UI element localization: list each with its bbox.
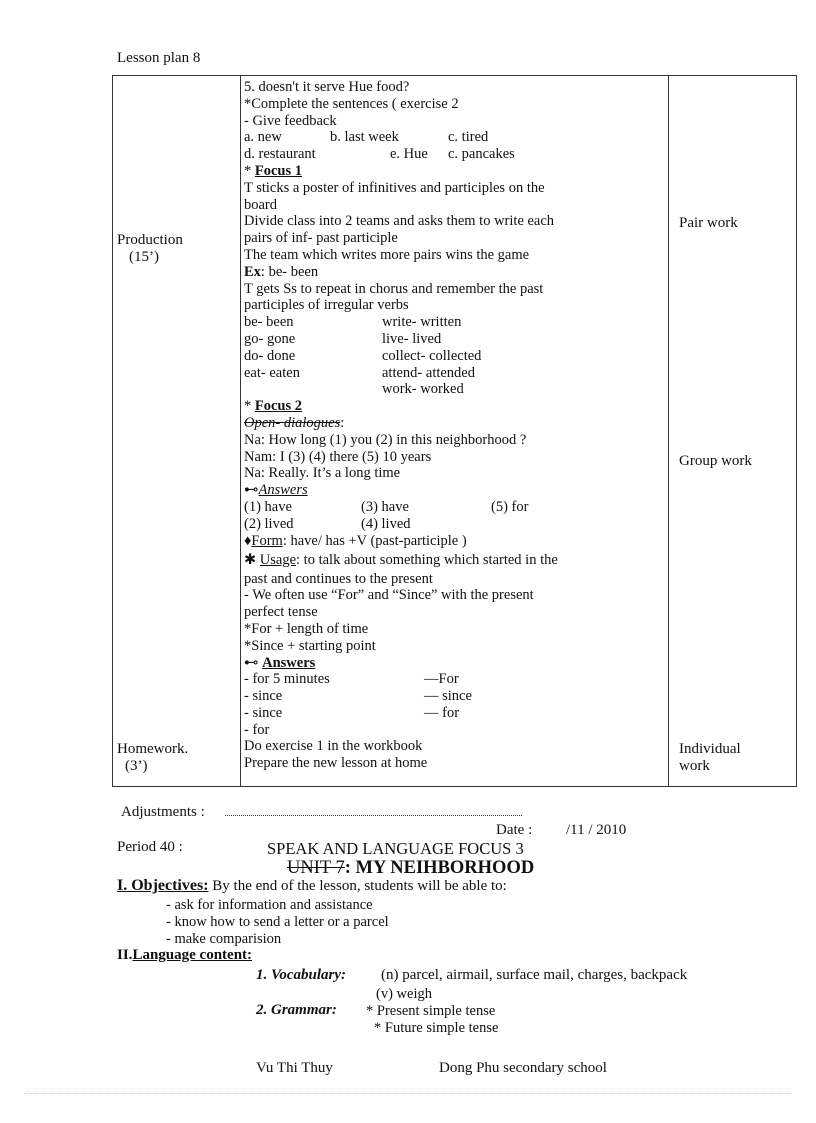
verb-pair-row [244,331,664,348]
key-icon: ⊷ [244,654,259,671]
open-dialogues-label: Open- dialogues [244,414,341,431]
content-line: pairs of inf- past participle [244,230,398,247]
answer-row [244,705,664,722]
answer: - since [244,704,283,721]
usage-label: Usage [259,551,297,568]
answer-row [244,671,664,688]
grammar-label: 2. Grammar: [256,1002,337,1018]
content-line: *For + length of time [244,620,369,637]
answer-row [244,146,664,163]
page-bottom-rule [24,1093,792,1094]
vocabulary-label: 1. Vocabulary: [256,967,346,983]
answers-label: Answers [258,482,308,499]
stage-production-time: (15’) [129,249,159,265]
homework-line: Prepare the new lesson at home [244,755,428,772]
answer-row [244,722,664,739]
objective-item: - make comparision [166,931,282,947]
mode-individual-work: work [679,758,710,774]
adjustments-label: Adjustments : [121,804,205,820]
verb-pair: live- lived [382,330,442,347]
content-line: perfect tense [244,604,318,621]
content-line: - Give feedback [244,112,337,129]
example-line [244,264,664,281]
unit-heading [287,858,534,879]
dialogue-line: Na: Really. It’s a long time [244,465,401,482]
grammar-line: * Future simple tense [374,1020,499,1036]
vocabulary-line: (v) weigh [376,986,432,1002]
section-number: II. [117,947,133,963]
example-text: : be- been [260,263,319,280]
verb-pair: be- been [244,314,294,331]
bullet: * [244,398,255,415]
answer: e. Hue [390,146,428,163]
usage-text: : to talk about something which started in the [296,551,558,568]
stage-homework: Homework. [117,741,189,757]
content-line: Divide class into 2 teams and asks them to write each [244,213,555,230]
usage-line [244,552,664,571]
answer: (4) lived [361,515,411,532]
period-title: SPEAK AND LANGUAGE FOCUS 3 [267,839,524,858]
focus-1-label: Focus 1 [254,162,302,179]
verb-pair: write- written [382,314,462,331]
answer: - since [244,688,283,705]
answer: d. restaurant [244,146,316,163]
answer-row [244,499,664,516]
stage-homework-time: (3’) [125,758,148,774]
verb-pair-row [244,365,664,382]
example-label: Ex [244,263,261,280]
content-line: - We often use “For” and “Since” with the present [244,587,534,604]
answer: (2) lived [244,515,294,532]
verb-pair: work- worked [382,381,464,398]
date-label: Date : [496,822,533,838]
verb-pair-row [244,314,664,331]
content-line: participles of irregular verbs [244,297,409,314]
key-icon: ⊷ [244,482,259,499]
answers-heading [244,482,664,499]
diamond-icon: ♦ [244,532,252,549]
answer: a. new [244,129,282,146]
objectives-heading-line [117,877,507,895]
answer: (5) for [491,498,529,515]
form-label: Form [251,532,283,549]
verb-pair: attend- attended [382,364,475,381]
mode-group-work: Group work [679,453,752,469]
mode-pair-work: Pair work [679,215,738,231]
bullet: * [244,162,255,179]
unit-label: UNIT 7 [287,858,345,878]
answer-row [244,516,664,533]
column-divider [240,76,241,786]
period-label: Period 40 : [117,839,183,855]
answer-row [244,688,664,705]
form-text: : have/ has +V (past-participle ) [282,532,467,549]
verb-pair-row [244,348,664,365]
date-value: /11 / 2010 [566,822,627,838]
verb-pair: go- gone [244,330,296,347]
answer-row [244,129,664,146]
answer: - for [244,721,270,738]
answers-2-heading [244,655,664,672]
mode-individual: Individual [679,741,741,757]
content-line: 5. doesn't it serve Hue food? [244,79,410,95]
objectives-intro: By the end of the lesson, students will be able to: [212,878,507,894]
content-line: The team which writes more pairs wins the game [244,246,530,263]
column-divider [668,76,669,786]
lesson-plan-header: Lesson plan 8 [117,50,201,66]
stage-production: Production [117,232,183,248]
adjustments-dotted-line [225,815,522,816]
open-dialogues-heading [244,415,664,432]
footer-author: Vu Thi Thuy [256,1060,333,1076]
dialogue-line: Na: How long (1) you (2) in this neighborhood ? [244,431,527,448]
language-content-heading-line [117,947,252,964]
language-content-heading: Language content: [132,947,253,963]
answer: c. pancakes [448,146,515,163]
unit-title: : MY NEIHBORHOOD [344,858,535,878]
content-line: *Complete the sentences ( exercise 2 [244,95,459,112]
verb-pair-row [244,381,664,398]
answer: —For [424,671,459,688]
answer: (3) have [361,498,409,515]
verb-pair: do- done [244,347,296,364]
answer: — for [424,704,460,721]
asterisk-icon: ✱ [244,551,257,568]
homework-line: Do exercise 1 in the workbook [244,738,423,755]
objectives-heading: I. Objectives: [117,877,209,894]
answer: c. tired [448,129,489,146]
lesson-table [112,75,797,787]
content-line: *Since + starting point [244,637,376,654]
verb-pair: collect- collected [382,347,482,364]
content-line: board [244,196,278,213]
verb-pair: eat- eaten [244,364,300,381]
vocabulary-line: (n) parcel, airmail, surface mail, charges, backpack [381,967,688,983]
objective-item: - know how to send a letter or a parcel [166,914,389,930]
content-line: T sticks a poster of infinitives and participles on the [244,179,545,196]
focus-2-label: Focus 2 [254,398,302,415]
dialogue-line: Nam: I (3) (4) there (5) 10 years [244,448,432,465]
answer: - for 5 minutes [244,671,330,688]
content-line: T gets Ss to repeat in chorus and remember the past [244,280,544,297]
content-line: past and continues to the present [244,570,433,587]
answer: b. last week [330,129,399,146]
answer: — since [424,688,472,705]
answers-2-label: Answers [262,654,316,671]
colon: : [340,414,345,431]
form-line [244,533,664,552]
footer-school: Dong Phu secondary school [439,1060,607,1076]
activity-content [244,79,664,772]
objective-item: - ask for information and assistance [166,897,373,913]
answer: (1) have [244,498,292,515]
focus-2-heading [244,398,664,415]
focus-1-heading [244,163,664,180]
grammar-line: * Present simple tense [366,1003,496,1019]
